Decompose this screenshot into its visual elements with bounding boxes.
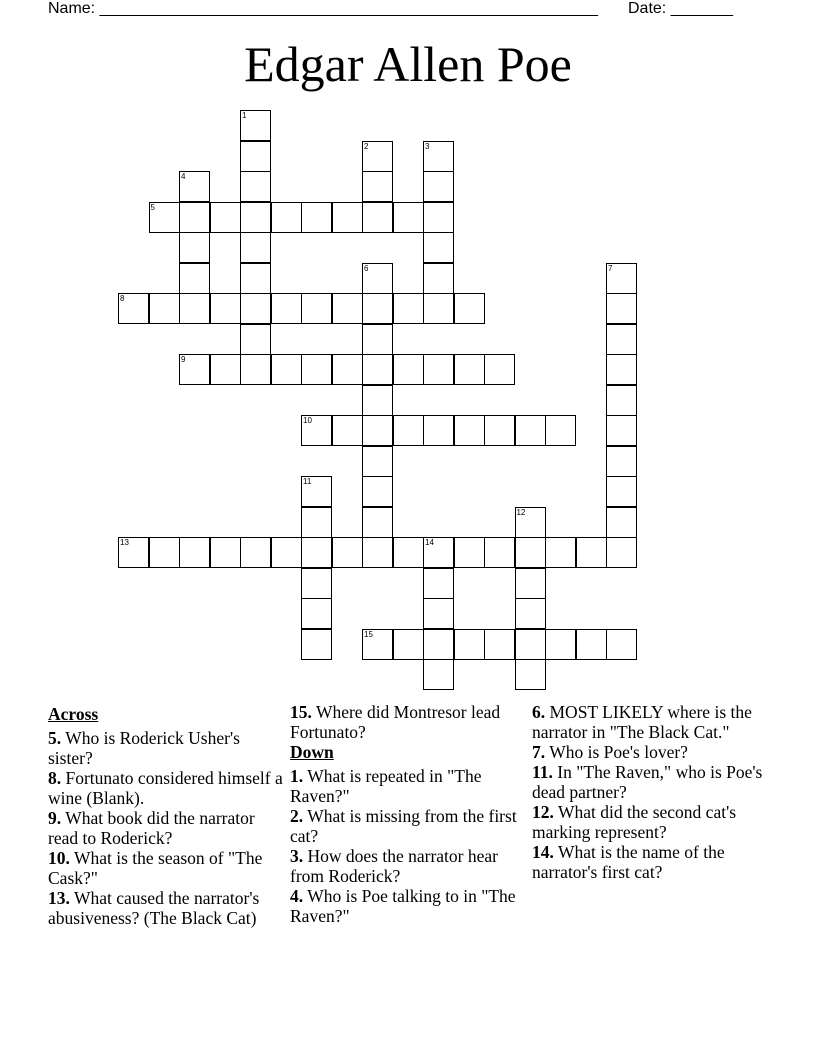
grid-cell[interactable] bbox=[332, 202, 363, 233]
grid-cell[interactable] bbox=[179, 293, 210, 324]
grid-cell[interactable] bbox=[301, 507, 332, 538]
grid-cell[interactable] bbox=[210, 354, 241, 385]
cell-number: 5 bbox=[150, 202, 155, 212]
down-clue-14: 14. What is the name of the narrator's first cat? bbox=[532, 842, 725, 882]
cell-number: 12 bbox=[516, 507, 526, 517]
grid-cell[interactable] bbox=[240, 354, 271, 385]
grid-cell[interactable] bbox=[515, 659, 546, 690]
cell-number: 1 bbox=[242, 111, 247, 120]
grid-cell[interactable] bbox=[393, 537, 424, 568]
down-clue-12: 12. What did the second cat's marking represent? bbox=[532, 802, 737, 842]
grid-cell[interactable] bbox=[362, 293, 393, 324]
grid-cell[interactable] bbox=[606, 629, 637, 660]
date-field[interactable]: Date: _______ bbox=[628, 0, 733, 17]
grid-cell[interactable] bbox=[393, 354, 424, 385]
grid-cell[interactable] bbox=[484, 629, 515, 660]
name-field[interactable]: Name: ________________________________________________________ bbox=[48, 0, 598, 17]
grid-cell[interactable] bbox=[515, 537, 546, 568]
grid-cell[interactable] bbox=[454, 293, 485, 324]
grid-cell[interactable] bbox=[240, 324, 271, 355]
cell-number: 13 bbox=[120, 538, 129, 547]
grid-cell[interactable] bbox=[423, 354, 454, 385]
grid-cell[interactable] bbox=[149, 537, 180, 568]
cell-number: 4 bbox=[181, 172, 186, 181]
grid-cell[interactable] bbox=[271, 354, 302, 385]
grid-cell[interactable] bbox=[606, 324, 637, 355]
grid-cell[interactable] bbox=[332, 415, 363, 446]
grid-cell[interactable] bbox=[606, 446, 637, 477]
down-clue-2: 2. What is missing from the first cat? bbox=[290, 806, 517, 846]
grid-cell[interactable] bbox=[362, 415, 393, 446]
cell-number: 3 bbox=[425, 141, 430, 151]
page-title: Edgar Allen Poe bbox=[244, 36, 572, 92]
grid-cell[interactable] bbox=[240, 171, 271, 202]
grid-cell[interactable] bbox=[393, 629, 424, 660]
grid-cell[interactable] bbox=[515, 415, 546, 446]
grid-cell[interactable] bbox=[301, 537, 332, 568]
grid-cell[interactable] bbox=[271, 293, 302, 324]
grid-cell[interactable] bbox=[240, 232, 271, 263]
grid-cell[interactable] bbox=[393, 202, 424, 233]
across-clue-10: 10. What is the season of "The Cask?" bbox=[48, 848, 263, 888]
grid-cell[interactable] bbox=[240, 293, 271, 324]
down-clue-1: 1. What is repeated in "The Raven?" bbox=[290, 766, 482, 806]
grid-cell[interactable] bbox=[606, 385, 637, 416]
cell-number: 9 bbox=[181, 355, 186, 364]
grid-cell[interactable] bbox=[423, 598, 454, 629]
grid-cell[interactable] bbox=[545, 415, 576, 446]
down-clue-6: 6. MOST LIKELY where is the narrator in "The Black Cat." bbox=[532, 702, 752, 742]
grid-cell[interactable] bbox=[301, 293, 332, 324]
across-clue-15: 15. Where did Montresor lead Fortunato? bbox=[290, 702, 501, 742]
grid-cell[interactable] bbox=[484, 415, 515, 446]
across-clue-5: 5. Who is Roderick Usher's sister? bbox=[48, 728, 240, 768]
grid-cell[interactable] bbox=[240, 263, 271, 294]
grid-cell[interactable] bbox=[332, 293, 363, 324]
grid-cell[interactable] bbox=[423, 293, 454, 324]
grid-cell[interactable] bbox=[423, 659, 454, 690]
grid-cell[interactable] bbox=[271, 537, 302, 568]
down-clue-11: 11. In "The Raven," who is Poe's dead partner? bbox=[532, 762, 763, 802]
cell-number: 14 bbox=[425, 538, 434, 547]
across-heading: Across bbox=[48, 704, 99, 724]
grid-cell[interactable] bbox=[362, 446, 393, 477]
grid-cell[interactable] bbox=[576, 537, 607, 568]
grid-cell[interactable] bbox=[454, 354, 485, 385]
grid-cell[interactable] bbox=[362, 171, 393, 202]
across-clue-8: 8. Fortunato considered himself a wine (Blank). bbox=[48, 768, 283, 808]
grid-cell[interactable] bbox=[423, 263, 454, 294]
cell-number: 7 bbox=[608, 263, 613, 273]
grid-cell[interactable] bbox=[423, 202, 454, 233]
down-clue-4: 4. Who is Poe talking to in "The Raven?" bbox=[290, 886, 516, 926]
grid-cell[interactable] bbox=[515, 598, 546, 629]
grid-cell[interactable] bbox=[515, 568, 546, 599]
clue-column-1 bbox=[48, 702, 284, 928]
grid-cell[interactable] bbox=[484, 354, 515, 385]
grid-cell[interactable] bbox=[454, 415, 485, 446]
grid-cell[interactable] bbox=[515, 629, 546, 660]
grid-cell[interactable] bbox=[210, 537, 241, 568]
grid-cell[interactable] bbox=[210, 202, 241, 233]
grid-cell[interactable] bbox=[606, 507, 637, 538]
grid-cell[interactable] bbox=[484, 537, 515, 568]
grid-cell[interactable] bbox=[576, 629, 607, 660]
grid-cell[interactable] bbox=[179, 202, 210, 233]
grid-cell[interactable] bbox=[423, 415, 454, 446]
grid-cell[interactable] bbox=[179, 232, 210, 263]
grid-cell[interactable] bbox=[606, 476, 637, 507]
grid-cell[interactable] bbox=[301, 568, 332, 599]
grid-cell[interactable] bbox=[240, 537, 271, 568]
grid-cell[interactable] bbox=[545, 629, 576, 660]
cell-number: 8 bbox=[120, 294, 125, 303]
grid-cell[interactable] bbox=[301, 202, 332, 233]
grid-cell[interactable] bbox=[606, 537, 637, 568]
grid-cell[interactable] bbox=[606, 415, 637, 446]
cell-number: 6 bbox=[364, 263, 369, 273]
grid-cell[interactable] bbox=[606, 354, 637, 385]
grid-cell[interactable] bbox=[362, 476, 393, 507]
grid-cell[interactable] bbox=[423, 629, 454, 660]
grid-cell[interactable] bbox=[362, 507, 393, 538]
grid-cell[interactable] bbox=[240, 141, 271, 172]
grid-cell[interactable] bbox=[362, 537, 393, 568]
across-clue-9: 9. What book did the narrator read to Roderick? bbox=[48, 808, 255, 848]
grid-cell[interactable] bbox=[545, 537, 576, 568]
grid-cell[interactable] bbox=[362, 385, 393, 416]
down-heading: Down bbox=[290, 742, 334, 762]
grid-cell[interactable] bbox=[240, 202, 271, 233]
cell-number: 10 bbox=[303, 416, 312, 425]
cell-number: 15 bbox=[364, 629, 373, 639]
grid-cell[interactable] bbox=[454, 629, 485, 660]
grid-cell[interactable] bbox=[271, 202, 302, 233]
grid-cell[interactable] bbox=[301, 598, 332, 629]
grid-cell[interactable] bbox=[301, 354, 332, 385]
clue-column-3 bbox=[532, 702, 768, 882]
down-clue-3: 3. How does the narrator hear from Roderick? bbox=[290, 846, 498, 886]
cell-number: 11 bbox=[303, 477, 312, 486]
grid-cell[interactable] bbox=[423, 232, 454, 263]
clue-column-2 bbox=[290, 702, 526, 926]
grid-cell[interactable] bbox=[149, 293, 180, 324]
grid-cell[interactable] bbox=[179, 263, 210, 294]
grid-cell[interactable] bbox=[606, 293, 637, 324]
grid-cell[interactable] bbox=[301, 629, 332, 660]
grid-cell[interactable] bbox=[393, 293, 424, 324]
grid-cell[interactable] bbox=[423, 568, 454, 599]
across-clue-13: 13. What caused the narrator's abusiveness? (The Black Cat) bbox=[48, 888, 260, 928]
grid-cell[interactable] bbox=[362, 202, 393, 233]
grid-cell[interactable] bbox=[393, 415, 424, 446]
grid-cell[interactable] bbox=[362, 354, 393, 385]
grid-cell[interactable] bbox=[332, 537, 363, 568]
grid-cell[interactable] bbox=[362, 324, 393, 355]
grid-cell[interactable] bbox=[423, 171, 454, 202]
grid-cell[interactable] bbox=[179, 537, 210, 568]
grid-cell[interactable] bbox=[210, 293, 241, 324]
grid-cell[interactable] bbox=[454, 537, 485, 568]
cell-number: 2 bbox=[364, 141, 369, 151]
down-clue-7: 7. Who is Poe's lover? bbox=[532, 742, 688, 762]
grid-cell[interactable] bbox=[332, 354, 363, 385]
